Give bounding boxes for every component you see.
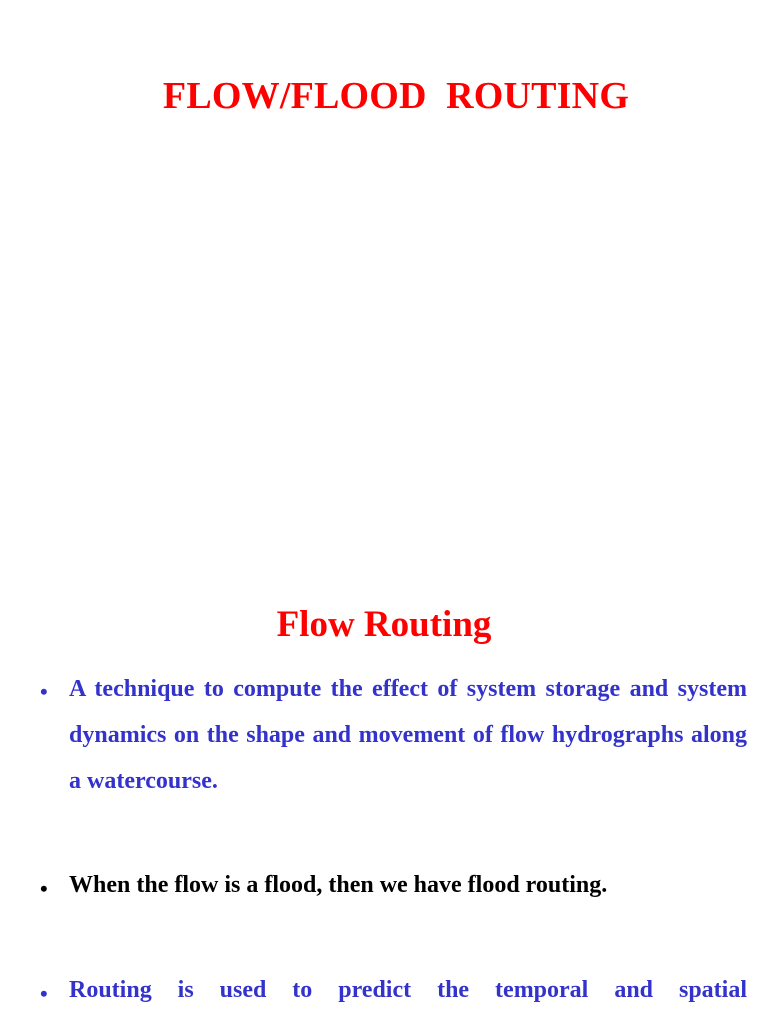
bullet-marker: • xyxy=(40,981,48,1006)
bullet-text-3: Routing is used to predict the temporal and spatial xyxy=(69,977,747,1003)
bullet-text-1: A technique to compute the effect of system storage and system dynamics on the shape and movement of flow hydrographs along a watercourse. xyxy=(69,676,747,794)
bullet-text-2: When the flow is a flood, then we have flood routing. xyxy=(69,872,608,898)
bullet-marker: • xyxy=(40,679,48,704)
section-heading: Flow Routing xyxy=(276,604,492,645)
page-title: FLOW/FLOOD ROUTING xyxy=(162,75,630,117)
bullet-marker: • xyxy=(40,876,48,901)
